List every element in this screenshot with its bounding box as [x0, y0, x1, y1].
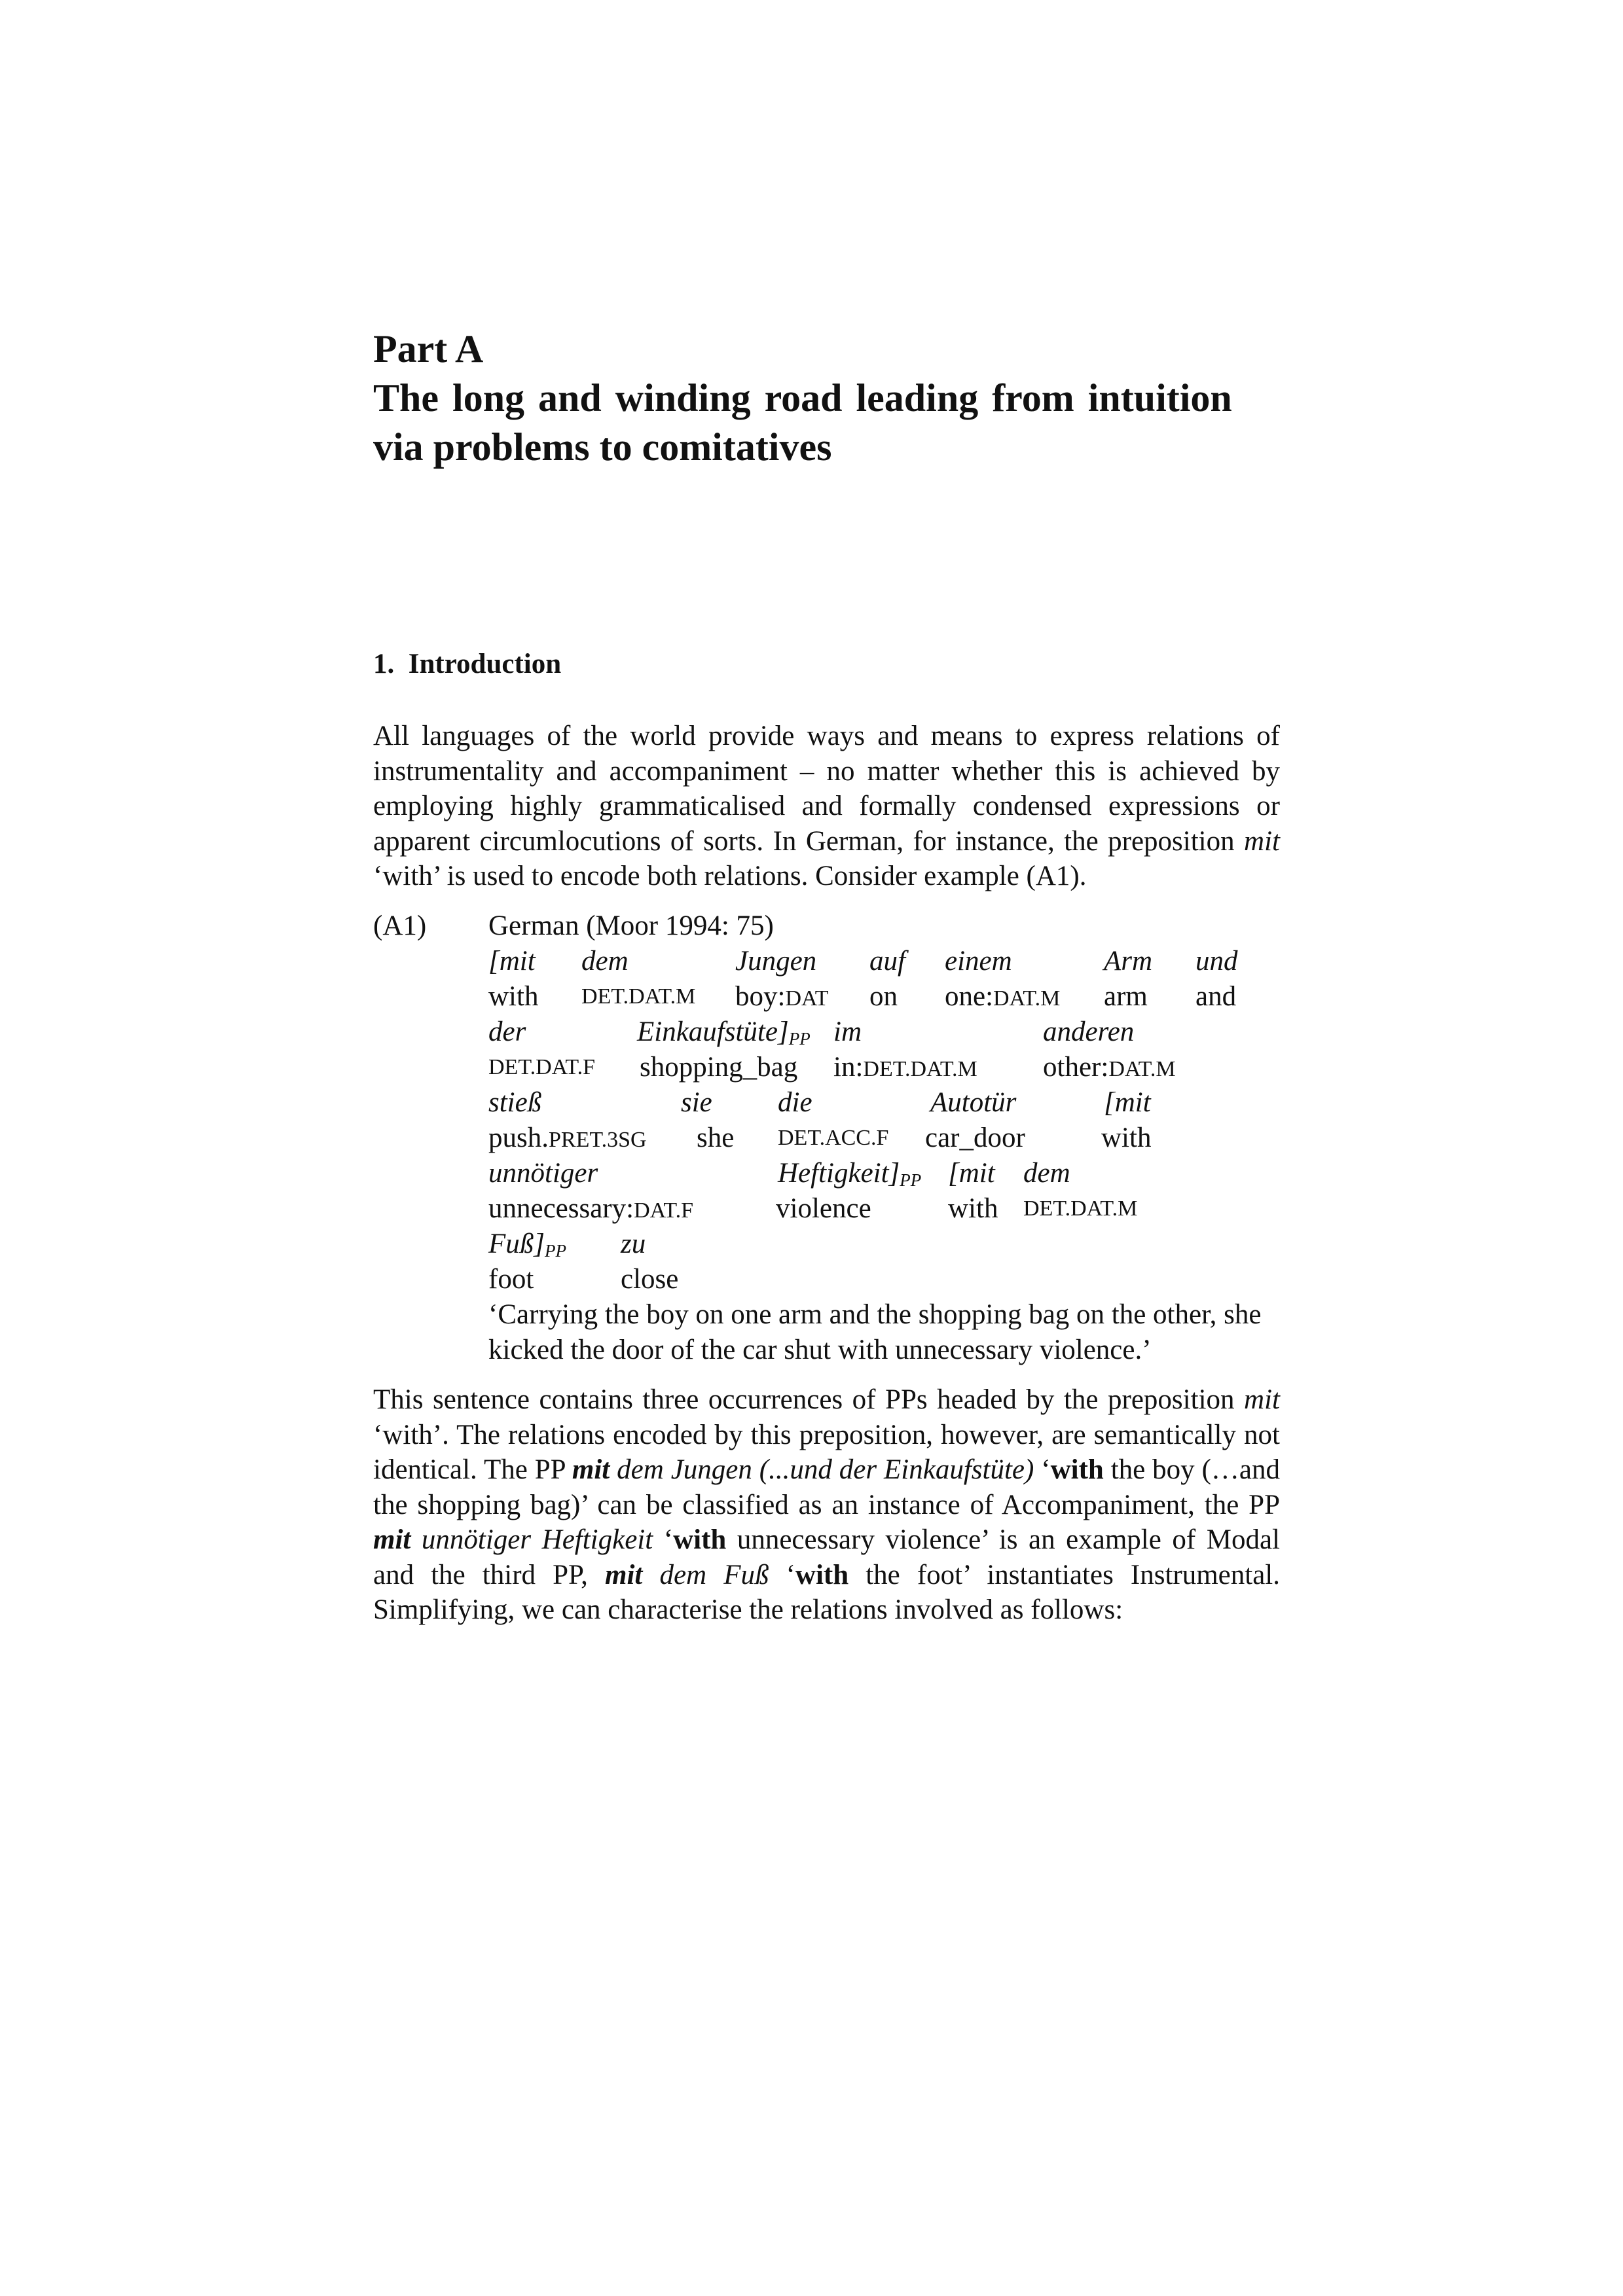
para1-text-1: All languages of the world provide ways and means to express relations of instrumentality and accompaniment – no matter whether this is achieved by employing highly grammaticalised and formally condensed expressions or apparent circumlocutions of sorts. In German, for instance, the preposition [373, 721, 1280, 857]
para2-quote-2: ‘ [653, 1524, 674, 1555]
src1-word-5: einem [945, 946, 1012, 977]
para2-with-2: with [673, 1524, 727, 1555]
src3-word-5: [mit [1104, 1087, 1151, 1118]
para2-text-1: This sentence contains three occurrences of PPs headed by the preposition [373, 1384, 1245, 1415]
src3-word-2: sie [681, 1087, 712, 1118]
part-title-line-1: The long and winding road leading from intuition [373, 376, 1232, 420]
para2-bold-mit-1: mit [572, 1454, 610, 1485]
gl2-word-4-stem: other: [1043, 1052, 1109, 1083]
para2-text-2: ‘with’. The relations encoded by this preposition, however, are semantically not identical. The PP [373, 1419, 1280, 1485]
gl1-word-3 [735, 979, 829, 1016]
gl1-word-2: DET.DAT.M [581, 984, 696, 1009]
part-heading [373, 325, 1290, 472]
para2-text-5: the foot’ instantiates Instrumental. Simplifying, we can characterise the relations involved as follows: [373, 1559, 1280, 1625]
para2-term-mit: mit [1244, 1384, 1280, 1415]
part-title-line-2: via problems to comitatives [373, 425, 832, 469]
gl1-word-3-gram: DAT [785, 986, 829, 1011]
para1-term-mit: mit [1244, 825, 1280, 857]
src5-word-2: zu [621, 1229, 646, 1259]
gl1-word-5 [945, 979, 1060, 1016]
src3-word-4: Autotür [930, 1087, 1017, 1118]
src1-word-7: und [1195, 946, 1238, 977]
example-source: German (Moor 1994: 75) [488, 910, 774, 941]
gl1-word-4: on [869, 981, 898, 1012]
para2-bold-mit-3: mit [605, 1559, 643, 1590]
src4-word-3: [mit [948, 1158, 995, 1189]
gl2-word-3-gram: DET.DAT.M [863, 1057, 977, 1081]
src5-word-1-stem: Fuß] [488, 1229, 545, 1259]
part-label: Part A [373, 327, 484, 370]
gl3-word-3: DET.ACC.F [778, 1126, 889, 1150]
gl1-word-5-gram: DAT.M [993, 986, 1061, 1011]
section-title: 1. Introduction [373, 649, 562, 679]
src4-word-1: unnötiger [488, 1158, 598, 1189]
para2-with-1: with [1050, 1454, 1104, 1485]
src4-word-4: dem [1023, 1158, 1070, 1189]
src2-word-4: anderen [1043, 1016, 1135, 1047]
example-translation: ‘Carrying the boy on one arm and the shopping bag on the other, she kicked the door of the car shut with unnecessary violence.’ [488, 1299, 1262, 1365]
gl4-word-1-gram: DAT.F [634, 1198, 694, 1223]
src1-word-3: Jungen [735, 946, 817, 977]
gl1-word-3-stem: boy: [735, 981, 786, 1012]
src2-word-1: der [488, 1016, 526, 1047]
para2-with-3: with [795, 1559, 849, 1590]
gl3-word-1-stem: push. [488, 1122, 549, 1153]
src5-pp-subscript: PP [545, 1241, 566, 1261]
intro-paragraph [373, 719, 1280, 894]
gl3-word-1-gram: PRET.3SG [548, 1128, 647, 1152]
para2-text-4: unnecessary violence’ is an example of Modal and the third PP, [373, 1524, 1280, 1590]
src2-pp-subscript: PP [788, 1029, 811, 1049]
src3-word-1: stieß [488, 1087, 542, 1118]
src1-word-1: [mit [488, 946, 536, 977]
gl4-word-2: violence [776, 1193, 871, 1224]
para2-pp-2: unnötiger Heftigkeit [410, 1524, 653, 1555]
src1-word-4: auf [869, 946, 905, 977]
gl2-word-3 [833, 1050, 977, 1087]
gl2-word-2: shopping_bag [640, 1052, 798, 1083]
gl4-word-3: with [948, 1193, 998, 1224]
src1-word-6: Arm [1104, 946, 1153, 977]
gl3-word-4: car_door [925, 1122, 1025, 1153]
analysis-paragraph [373, 1382, 1280, 1628]
example-label: (A1) [373, 910, 427, 941]
gl1-word-6: arm [1104, 981, 1148, 1012]
src2-word-2-stem: Einkaufstüte] [637, 1016, 789, 1047]
src4-pp-subscript: PP [900, 1170, 922, 1190]
gl3-word-5: with [1101, 1122, 1152, 1153]
para2-pp-1: dem Jungen (...und der Einkaufstüte) [610, 1454, 1034, 1485]
gl2-word-4 [1043, 1050, 1176, 1087]
src1-word-2: dem [581, 946, 629, 977]
gl1-word-1: with [488, 981, 539, 1012]
gl1-word-5-stem: one: [945, 981, 994, 1012]
gl4-word-1 [488, 1191, 693, 1229]
para2-bold-mit-2: mit [373, 1524, 411, 1555]
para1-text-2: ‘with’ is used to encode both relations. Consider example (A1). [373, 861, 1087, 891]
gl2-word-4-gram: DAT.M [1108, 1057, 1176, 1081]
para2-quote-3: ‘ [769, 1559, 795, 1590]
src2-word-3: im [833, 1016, 862, 1047]
src3-word-3: die [778, 1087, 812, 1118]
gl5-word-1: foot [488, 1264, 534, 1295]
gl3-word-1 [488, 1121, 647, 1158]
gl5-word-2: close [621, 1264, 679, 1295]
gl1-word-7: and [1195, 981, 1237, 1012]
gl3-word-2: she [697, 1122, 735, 1153]
src4-word-2-stem: Heftigkeit] [778, 1158, 900, 1189]
gl2-word-3-stem: in: [833, 1052, 864, 1083]
para2-text-3: the boy (…and the shopping bag)’ can be classified as an instance of Accompaniment, the PP [373, 1454, 1280, 1520]
gl4-word-1-stem: unnecessary: [488, 1193, 634, 1224]
gl4-word-4: DET.DAT.M [1023, 1196, 1138, 1221]
para2-quote-1: ‘ [1034, 1454, 1051, 1485]
gl2-word-1: DET.DAT.F [488, 1055, 596, 1079]
para2-pp-3: dem Fuß [642, 1559, 769, 1590]
